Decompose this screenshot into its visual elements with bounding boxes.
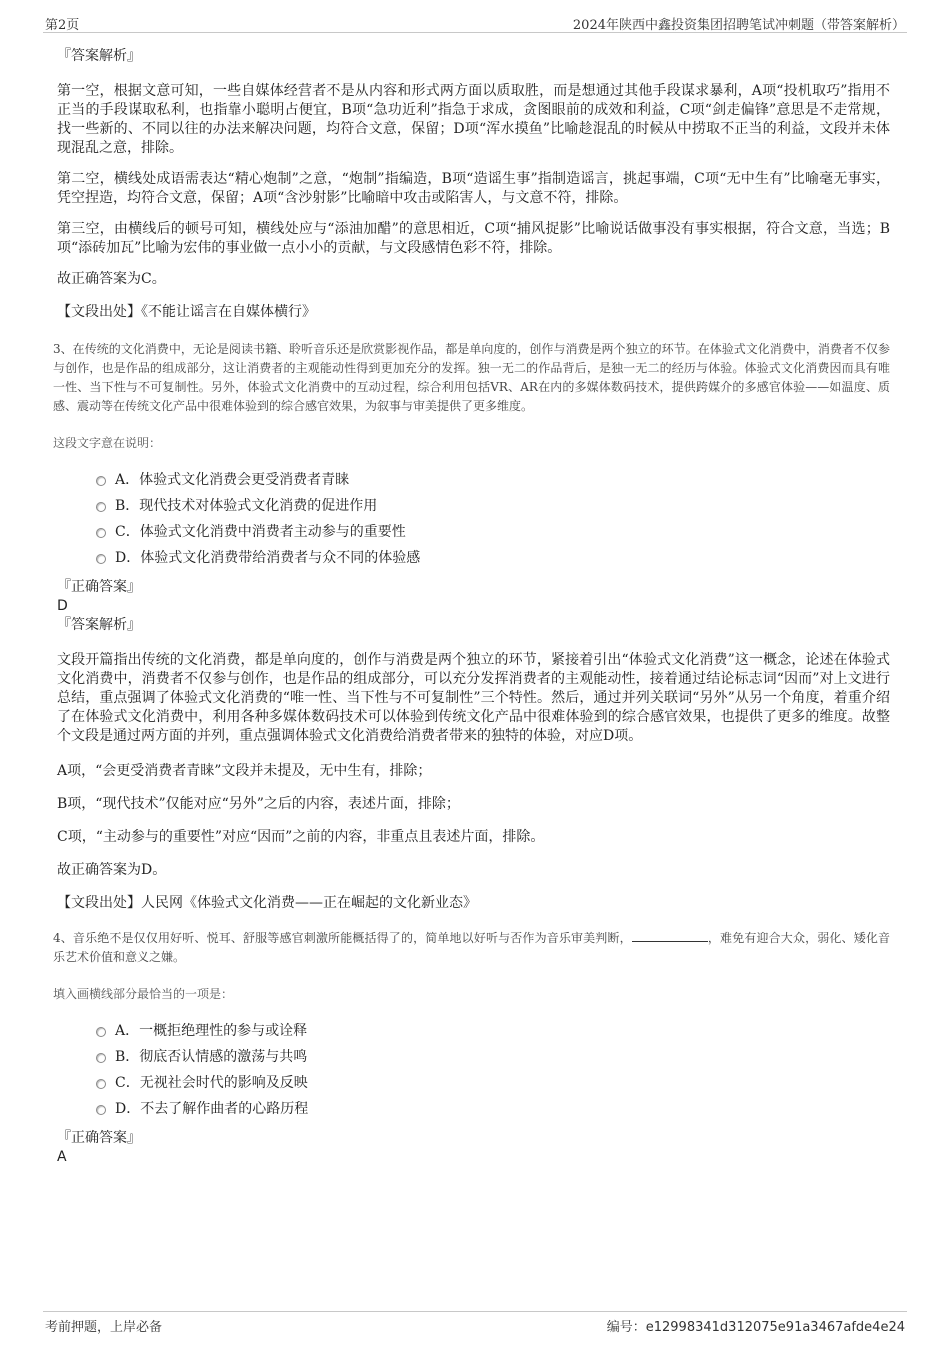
question-4-prompt: 填入画横线部分最恰当的一项是： xyxy=(53,987,234,1001)
option-c[interactable] xyxy=(57,1070,890,1096)
question-3-options xyxy=(57,467,890,571)
option-b-note: B项，“现代技术”仅能对应“另外”之后的内容，表述片面，排除； xyxy=(57,796,460,812)
correct-answer: D xyxy=(57,598,68,614)
radio-icon[interactable] xyxy=(96,1105,106,1115)
option-label: B．彻底否认情感的激荡与共鸣 xyxy=(115,1049,308,1065)
analysis-paragraph-3: 第三空，由横线后的顿号可知，横线处应与“添油加醋”的意思相近，C项“捕风捉影”比喻说话做事没有事实根据，符合文意，当选；B项“添砖加瓦”比喻为宏伟的事业做一点小小的贡献，与文段感情色彩不符，排除。 xyxy=(57,221,890,256)
radio-icon[interactable] xyxy=(96,528,106,538)
option-c[interactable] xyxy=(57,519,890,545)
option-c-note: C项，“主动参与的重要性”对应“因而”之前的内容，非重点且表述片面，排除。 xyxy=(57,829,545,845)
option-label: D．体验式文化消费带给消费者与众不同的体验感 xyxy=(115,550,421,566)
correct-answer: A xyxy=(57,1149,67,1165)
radio-icon[interactable] xyxy=(96,1053,106,1063)
option-label: D．不去了解作曲者的心路历程 xyxy=(115,1101,309,1117)
option-label: B．现代技术对体验式文化消费的促进作用 xyxy=(115,498,378,514)
option-a[interactable] xyxy=(57,467,890,493)
page-footer xyxy=(43,1311,907,1336)
option-d[interactable] xyxy=(57,545,890,571)
question-3-conclusion: 故正确答案为D。 xyxy=(57,862,167,878)
question-4-text-after: ，难免有迎合大众，弱化、矮化音乐艺术价值和意义之嫌。 xyxy=(53,931,890,964)
option-a-note: A项，“会更受消费者青睐”文段并未提及，无中生有，排除； xyxy=(57,763,432,779)
correct-answer-label: 『正确答案』 xyxy=(57,579,141,595)
radio-icon[interactable] xyxy=(96,1079,106,1089)
page-number: 第2页 xyxy=(45,18,80,33)
document-body xyxy=(53,46,890,1166)
page-header xyxy=(43,12,907,33)
radio-icon[interactable] xyxy=(96,1027,106,1037)
option-a[interactable] xyxy=(57,1018,890,1044)
option-label: A．体验式文化消费会更受消费者青睐 xyxy=(115,472,350,488)
document-id: 编号：e12998341d312075e91a3467afde4e24 xyxy=(606,1320,905,1335)
document-title: 2024年陕西中鑫投资集团招聘笔试冲刺题（带答案解析） xyxy=(572,18,905,33)
question-4-text-before: 4、音乐绝不是仅仅用好听、悦耳、舒服等感官刺激所能概括得了的，简单地以好听与否作为音乐审美判断， xyxy=(53,931,632,945)
question-3-prompt: 这段文字意在说明： xyxy=(53,436,162,450)
question-4-text xyxy=(53,929,890,967)
analysis-paragraph-1: 第一空，根据文意可知，一些自媒体经营者不是从内容和形式两方面以质取胜，而是想通过其他手段谋求暴利，A项“投机取巧”指用不正当的手段谋取私利，也指靠小聪明占便宜，B项“急功近利”指急于求成，贪图眼前的成效和利益，C项“剑走偏锋”意思是不走常规，找一些新的、不同以往的办法来解决问题，均符合文意，保留；D项“浑水摸鱼”比喻趁混乱的时候从中捞取不正当的利益，文段并未体现混乱之意，排除。 xyxy=(57,83,890,156)
question-3-analysis: 文段开篇指出传统的文化消费，都是单向度的，创作与消费是两个独立的环节，紧接着引出“体验式文化消费”这一概念，论述在体验式文化消费中，消费者不仅参与创作，也是作品的组成部分，可以充分发挥消费者的主观能动性，接着通过结论标志词“因而”对上文进行总结，重点强调了体验式文化消费的“唯一性、当下性与不可复制性”三个特性。然后，通过并列关联词“另外”从另一个角度，着重介绍了在体验式文化消费中，利用各种多媒体数码技术可以体验到传统文化产品中很难体验到的综合感官效果，也提供了更多的维度。故整个文段是通过两方面的并列，重点强调体验式文化消费给消费者带来的独特的体验，对应D项。 xyxy=(57,652,890,744)
option-b[interactable] xyxy=(57,493,890,519)
option-label: C．体验式文化消费中消费者主动参与的重要性 xyxy=(115,524,406,540)
source-citation: 【文段出处】《不能让谣言在自媒体横行》 xyxy=(57,304,316,320)
radio-icon[interactable] xyxy=(96,502,106,512)
radio-icon[interactable] xyxy=(96,554,106,564)
fill-blank xyxy=(632,929,708,942)
source-citation: 【文段出处】人民网《体验式文化消费——正在崛起的文化新业态》 xyxy=(57,895,477,911)
option-label: C．无视社会时代的影响及反映 xyxy=(115,1075,308,1091)
analysis-paragraph-2: 第二空，横线处成语需表达“精心炮制”之意，“炮制”指编造，B项“造谣生事”指制造谣言，挑起事端，C项“无中生有”比喻毫无事实，凭空捏造，均符合文意，保留；A项“含沙射影”比喻暗中攻击或陷害人，与文意不符，排除。 xyxy=(57,171,890,206)
option-b[interactable] xyxy=(57,1044,890,1070)
question-3-text: 3、在传统的文化消费中，无论是阅读书籍、聆听音乐还是欣赏影视作品，都是单向度的，创作与消费是两个独立的环节。在体验式文化消费中，消费者不仅参与创作，也是作品的组成部分，这让消费者的主观能动性得到更加充分的发挥。独一无二的作品背后，是独一无二的经历与体验。体验式文化消费因而具有唯一性、当下性与不可复制性。另外，体验式文化消费中的互动过程，综合利用包括VR、AR在内的多媒体数码技术，提供跨媒介的多感官体验——如温度、质感、震动等在传统文化产品中很难体验到的综合感官效果，为叙事与审美提供了更多维度。 xyxy=(53,342,890,413)
analysis-conclusion: 故正确答案为C。 xyxy=(57,271,166,287)
footer-slogan: 考前押题，上岸必备 xyxy=(45,1320,163,1335)
analysis-label: 『答案解析』 xyxy=(57,48,141,64)
radio-icon[interactable] xyxy=(96,476,106,486)
option-label: A．一概拒绝理性的参与或诠释 xyxy=(115,1023,308,1039)
option-d[interactable] xyxy=(57,1096,890,1122)
correct-answer-label: 『正确答案』 xyxy=(57,1130,141,1146)
question-4-options xyxy=(57,1018,890,1122)
analysis-label: 『答案解析』 xyxy=(57,617,141,633)
